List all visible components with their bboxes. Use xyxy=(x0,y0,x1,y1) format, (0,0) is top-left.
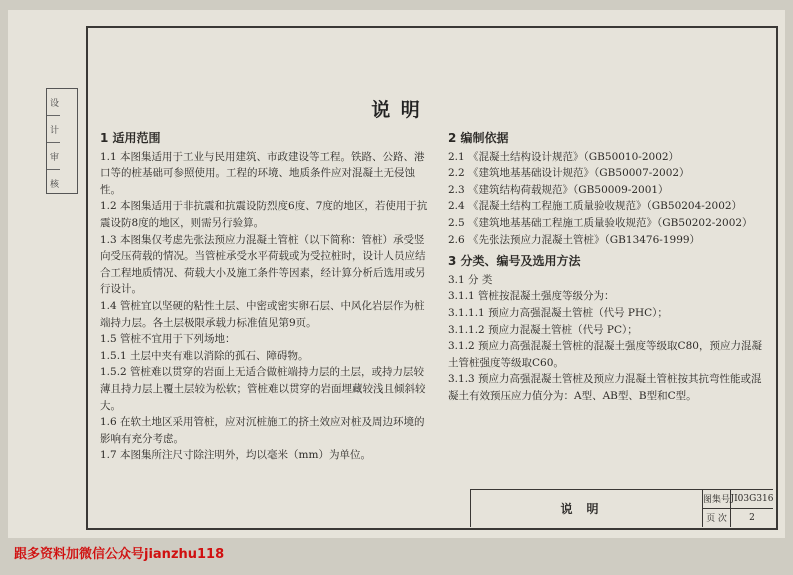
strip-cell: 审 xyxy=(47,143,60,170)
page-label: 页 次 xyxy=(703,509,731,528)
section-heading: 2 编制依据 xyxy=(448,131,509,145)
atlas-label: 图集号 xyxy=(703,490,731,509)
paragraph: 1.1 本图集适用于工业与民用建筑、市政建设等工程。铁路、公路、港口等的桩基础可参照使用。工程的环境、地质条件应对混凝土无侵蚀性。 xyxy=(100,150,425,196)
paragraph: 3.1.1.2 预应力混凝土管桩（代号 PC）； xyxy=(448,323,638,336)
section-heading: 3 分类、编号及选用方法 xyxy=(448,254,581,269)
section-heading: 1 适用范围 xyxy=(100,131,161,145)
paragraph: 1.6 在软土地区采用管桩，应对沉桩施工的挤土效应对桩及周边环境的影响有充分考虑。 xyxy=(100,416,425,445)
paragraph: 1.3 本图集仅考虑先张法预应力混凝土管桩（以下简称：管桩）承受竖向受压荷载的情况。当管桩承受水平荷载或为受拉桩时，设计人员应结合工程地质情况、荷载大小及施工条件等因素，经计算分析后选用或另行设计。 xyxy=(100,233,426,296)
paragraph: 1.5.1 土层中夹有难以消除的孤石、障碍物。 xyxy=(100,349,309,362)
paragraph: 1.7 本图集所注尺寸除注明外，均以毫米（mm）为单位。 xyxy=(100,449,371,462)
right-column xyxy=(448,130,768,405)
paragraph: 3.1 分 类 xyxy=(448,273,493,286)
reference-item: 2.6 《先张法预应力混凝土管桩》（GB13476-1999） xyxy=(448,233,701,246)
title-block-meta xyxy=(702,490,773,527)
paragraph: 3.1.2 预应力高强混凝土管桩的混凝土强度等级取C80，预应力混凝土管桩强度等级取C60。 xyxy=(448,340,762,369)
strip-cell: 设 xyxy=(47,89,60,116)
strip-cell: 计 xyxy=(47,116,60,143)
paragraph: 1.2 本图集适用于非抗震和抗震设防烈度6度、7度的地区，若使用于抗震设防8度的地区，则需另行验算。 xyxy=(100,200,428,229)
title-block xyxy=(470,489,773,527)
left-column xyxy=(100,130,430,464)
paragraph: 1.5.2 管桩难以贯穿的岩面上无适合做桩端持力层的土层，或持力层较薄且持力层上覆土层较为松软；管桩难以贯穿的岩面埋藏较浅且倾斜较大。 xyxy=(100,366,426,412)
reference-item: 2.1 《混凝土结构设计规范》（GB50010-2002） xyxy=(448,150,680,163)
reference-item: 2.4 《混凝土结构工程施工质量验收规范》（GB50204-2002） xyxy=(448,200,743,213)
reference-item: 2.3 《建筑结构荷载规范》（GB50009-2001） xyxy=(448,183,669,196)
paragraph: 3.1.1 管桩按混凝土强度等级分为： xyxy=(448,290,615,303)
strip-cell: 核 xyxy=(48,178,58,188)
drawing-name: 说明 xyxy=(560,502,613,516)
paragraph: 3.1.3 预应力高强混凝土管桩及预应力混凝土管桩按其抗弯性能或混凝土有效预压应力值分为：A型、AB型、B型和C型。 xyxy=(448,373,762,402)
paragraph: 1.5 管桩不宜用于下列场地： xyxy=(100,333,236,346)
paragraph: 1.4 管桩宜以坚硬的粘性土层、中密或密实卵石层、中风化岩层作为桩端持力层。各土层极限承载力标准值见第9页。 xyxy=(100,299,425,329)
reference-item: 2.2 《建筑地基基础设计规范》（GB50007-2002） xyxy=(448,167,690,180)
page-title: 说 明 xyxy=(371,99,422,121)
reference-item: 2.5 《建筑地基基础工程施工质量验收规范》（GB50202-2002） xyxy=(448,216,753,229)
atlas-number: JI03G316 xyxy=(731,490,773,509)
page-number: 2 xyxy=(749,512,755,523)
paragraph: 3.1.1.1 预应力高强混凝土管桩（代号 PHC）； xyxy=(448,306,668,319)
watermark-text: 跟多资料加微信公众号jianzhu118 xyxy=(14,547,225,562)
